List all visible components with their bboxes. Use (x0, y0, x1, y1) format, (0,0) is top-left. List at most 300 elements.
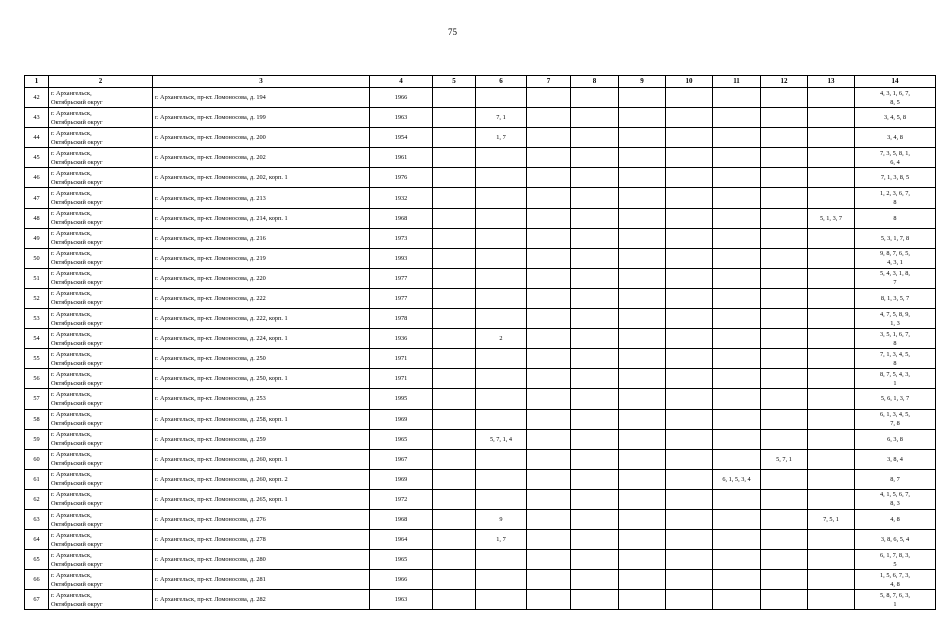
col14-cell (855, 188, 936, 208)
col14-line2: 1 (893, 379, 897, 387)
col14-line1: 6, 1, 3, 4, 5, (880, 411, 910, 419)
col9-cell (619, 148, 666, 168)
col14-line1: 5, 3, 1, 7, 8 (880, 234, 910, 242)
address-cell: г. Архангельск, пр-кт. Ломоносова, д. 202 (153, 148, 370, 168)
col7-cell (527, 88, 571, 108)
col7-cell (527, 530, 571, 550)
table-row (25, 590, 936, 610)
col5-cell (433, 228, 476, 248)
col12-cell (761, 389, 808, 409)
col6-cell (476, 590, 527, 610)
year-cell: 1968 (370, 509, 433, 529)
col11-cell (713, 429, 761, 449)
row-number: 48 (25, 208, 49, 228)
year-cell: 1973 (370, 228, 433, 248)
table-row (25, 148, 936, 168)
col7-cell (527, 509, 571, 529)
district-okrug: Октябрьский округ (51, 580, 103, 588)
col9-cell (619, 550, 666, 570)
row-number: 54 (25, 329, 49, 349)
table-row (25, 168, 936, 188)
col12-cell (761, 590, 808, 610)
col8-cell (571, 570, 619, 590)
col8-cell (571, 530, 619, 550)
col8-cell (571, 590, 619, 610)
col10-cell (666, 570, 713, 590)
col9-cell (619, 429, 666, 449)
district-city: г. Архангельск, (51, 491, 92, 499)
year-cell: 1969 (370, 409, 433, 429)
column-header-5: 5 (433, 76, 476, 88)
col14-line1: 3, 8, 6, 5, 4 (880, 536, 910, 544)
row-number: 51 (25, 268, 49, 288)
district-cell (49, 429, 153, 449)
district-cell (49, 108, 153, 128)
col11-cell (713, 148, 761, 168)
col6-cell (476, 148, 527, 168)
col5-cell (433, 248, 476, 268)
col14-line2: 8, 3 (890, 500, 900, 508)
col10-cell (666, 550, 713, 570)
year-cell: 1978 (370, 309, 433, 329)
col8-cell (571, 148, 619, 168)
year-cell: 1966 (370, 570, 433, 590)
address-cell: г. Архангельск, пр-кт. Ломоносова, д. 276 (153, 509, 370, 529)
col13-cell (808, 389, 855, 409)
col5-cell (433, 550, 476, 570)
col8-cell (571, 509, 619, 529)
row-number: 45 (25, 148, 49, 168)
district-city: г. Архангельск, (51, 169, 92, 177)
col14-line2: 1 (893, 600, 897, 608)
district-cell (49, 248, 153, 268)
year-cell: 1977 (370, 288, 433, 308)
col9-cell (619, 530, 666, 550)
district-city: г. Архангельск, (51, 551, 92, 559)
col14-line1: 3, 8, 4 (887, 455, 903, 463)
col12-cell (761, 268, 808, 288)
table-row (25, 248, 936, 268)
district-city: г. Архангельск, (51, 571, 92, 579)
district-okrug: Октябрьский округ (51, 420, 103, 428)
district-okrug: Октябрьский округ (51, 500, 103, 508)
district-city: г. Архангельск, (51, 89, 92, 97)
col14-line1: 4, 1, 5, 6, 7, (880, 491, 910, 499)
district-okrug: Октябрьский округ (51, 460, 103, 468)
col14-cell (855, 128, 936, 148)
col14-cell (855, 349, 936, 369)
column-header-10: 10 (666, 76, 713, 88)
district-cell (49, 168, 153, 188)
district-city: г. Архангельск, (51, 149, 92, 157)
district-city: г. Архангельск, (51, 290, 92, 298)
col13-cell (808, 188, 855, 208)
col13-cell (808, 268, 855, 288)
row-number: 58 (25, 409, 49, 429)
col14-line1: 4, 7, 5, 8, 9, (880, 310, 910, 318)
col6-cell (476, 208, 527, 228)
col7-cell (527, 429, 571, 449)
col12-cell (761, 88, 808, 108)
col12-cell (761, 288, 808, 308)
col14-line2: 4, 8 (890, 580, 900, 588)
col14-cell (855, 268, 936, 288)
year-cell: 1965 (370, 550, 433, 570)
col12-cell (761, 248, 808, 268)
district-cell (49, 570, 153, 590)
district-okrug: Октябрьский округ (51, 178, 103, 186)
col9-cell (619, 349, 666, 369)
col5-cell (433, 570, 476, 590)
col14-line1: 9, 8, 7, 6, 5, (880, 250, 910, 258)
col14-cell (855, 248, 936, 268)
column-header-9: 9 (619, 76, 666, 88)
col9-cell (619, 128, 666, 148)
col9-cell (619, 188, 666, 208)
table-row (25, 329, 936, 349)
year-cell: 1972 (370, 489, 433, 509)
district-okrug: Октябрьский округ (51, 299, 103, 307)
district-cell (49, 228, 153, 248)
col12-cell (761, 409, 808, 429)
district-city: г. Архангельск, (51, 250, 92, 258)
district-city: г. Архангельск, (51, 350, 92, 358)
col14-cell (855, 168, 936, 188)
col12-cell: 5, 7, 1 (761, 449, 808, 469)
district-okrug: Октябрьский округ (51, 540, 103, 548)
col14-line1: 7, 1, 3, 4, 5, (880, 350, 910, 358)
row-number: 56 (25, 369, 49, 389)
table-row (25, 550, 936, 570)
district-city: г. Архангельск, (51, 511, 92, 519)
col6-cell (476, 88, 527, 108)
col12-cell (761, 168, 808, 188)
col14-cell (855, 369, 936, 389)
col14-line1: 3, 4, 8 (887, 134, 903, 142)
address-cell: г. Архангельск, пр-кт. Ломоносова, д. 224, корп. 1 (153, 329, 370, 349)
district-okrug: Октябрьский округ (51, 279, 103, 287)
col12-cell (761, 570, 808, 590)
district-cell (49, 409, 153, 429)
col11-cell (713, 590, 761, 610)
col11-cell (713, 108, 761, 128)
col14-line1: 7, 1, 3, 8, 5 (880, 174, 910, 182)
col9-cell (619, 228, 666, 248)
column-header-3: 3 (153, 76, 370, 88)
col10-cell (666, 268, 713, 288)
col13-cell (808, 489, 855, 509)
col8-cell (571, 429, 619, 449)
col9-cell (619, 248, 666, 268)
col8-cell (571, 409, 619, 429)
col11-cell (713, 88, 761, 108)
col7-cell (527, 469, 571, 489)
district-okrug: Октябрьский округ (51, 259, 103, 267)
col9-cell (619, 268, 666, 288)
district-city: г. Архангельск, (51, 190, 92, 198)
district-city: г. Архангельск, (51, 330, 92, 338)
col9-cell (619, 288, 666, 308)
col6-cell (476, 168, 527, 188)
row-number: 50 (25, 248, 49, 268)
col6-cell: 5, 7, 1, 4 (476, 429, 527, 449)
col6-cell (476, 369, 527, 389)
col5-cell (433, 168, 476, 188)
district-okrug: Октябрьский округ (51, 399, 103, 407)
col14-cell (855, 509, 936, 529)
row-number: 67 (25, 590, 49, 610)
col10-cell (666, 590, 713, 610)
district-okrug: Октябрьский округ (51, 98, 103, 106)
address-cell: г. Архангельск, пр-кт. Ломоносова, д. 222, корп. 1 (153, 309, 370, 329)
col13-cell (808, 530, 855, 550)
address-cell: г. Архангельск, пр-кт. Ломоносова, д. 214, корп. 1 (153, 208, 370, 228)
year-cell: 1995 (370, 389, 433, 409)
col10-cell (666, 389, 713, 409)
district-cell (49, 268, 153, 288)
district-city: г. Архангельск, (51, 411, 92, 419)
col14-cell (855, 489, 936, 509)
col10-cell (666, 208, 713, 228)
col14-cell (855, 409, 936, 429)
year-cell: 1932 (370, 188, 433, 208)
col11-cell (713, 570, 761, 590)
col5-cell (433, 369, 476, 389)
district-cell (49, 208, 153, 228)
district-city: г. Архангельск, (51, 129, 92, 137)
row-number: 49 (25, 228, 49, 248)
district-city: г. Архангельск, (51, 451, 92, 459)
col8-cell (571, 228, 619, 248)
col7-cell (527, 369, 571, 389)
col5-cell (433, 429, 476, 449)
col11-cell (713, 550, 761, 570)
col8-cell (571, 489, 619, 509)
column-header-6: 6 (476, 76, 527, 88)
column-header-13: 13 (808, 76, 855, 88)
col14-cell (855, 329, 936, 349)
col5-cell (433, 590, 476, 610)
col14-cell (855, 208, 936, 228)
col5-cell (433, 530, 476, 550)
row-number: 61 (25, 469, 49, 489)
district-cell (49, 489, 153, 509)
col5-cell (433, 389, 476, 409)
district-cell (49, 128, 153, 148)
col7-cell (527, 489, 571, 509)
col11-cell (713, 248, 761, 268)
col13-cell (808, 88, 855, 108)
address-cell: г. Архангельск, пр-кт. Ломоносова, д. 202, корп. 1 (153, 168, 370, 188)
col12-cell (761, 509, 808, 529)
col9-cell (619, 449, 666, 469)
col14-line2: 4, 3, 1 (887, 259, 903, 267)
col5-cell (433, 329, 476, 349)
col13-cell (808, 248, 855, 268)
row-number: 53 (25, 309, 49, 329)
col5-cell (433, 509, 476, 529)
col6-cell: 1, 7 (476, 128, 527, 148)
col9-cell (619, 469, 666, 489)
district-okrug: Октябрьский округ (51, 239, 103, 247)
year-cell: 1963 (370, 108, 433, 128)
col14-cell (855, 530, 936, 550)
table-row (25, 349, 936, 369)
address-cell: г. Архангельск, пр-кт. Ломоносова, д. 216 (153, 228, 370, 248)
col8-cell (571, 349, 619, 369)
col13-cell (808, 570, 855, 590)
district-okrug: Октябрьский округ (51, 359, 103, 367)
col14-line1: 3, 4, 5, 8 (883, 114, 907, 122)
col14-line1: 8 (893, 214, 897, 222)
column-header-14: 14 (855, 76, 936, 88)
col11-cell (713, 409, 761, 429)
row-number: 55 (25, 349, 49, 369)
year-cell: 1954 (370, 128, 433, 148)
col6-cell (476, 288, 527, 308)
col7-cell (527, 590, 571, 610)
row-number: 47 (25, 188, 49, 208)
district-okrug: Октябрьский округ (51, 319, 103, 327)
col5-cell (433, 188, 476, 208)
col14-line1: 1, 2, 3, 6, 7, (880, 190, 910, 198)
address-cell: г. Архангельск, пр-кт. Ломоносова, д. 259 (153, 429, 370, 449)
table-row (25, 449, 936, 469)
housing-register-table (24, 75, 936, 610)
table-row (25, 268, 936, 288)
col14-line1: 8, 7 (890, 475, 900, 483)
col14-cell (855, 148, 936, 168)
col6-cell (476, 449, 527, 469)
col12-cell (761, 108, 808, 128)
address-cell: г. Архангельск, пр-кт. Ломоносова, д. 282 (153, 590, 370, 610)
table-row (25, 489, 936, 509)
table-row (25, 469, 936, 489)
col13-cell (808, 309, 855, 329)
col7-cell (527, 349, 571, 369)
address-cell: г. Архангельск, пр-кт. Ломоносова, д. 250, корп. 1 (153, 369, 370, 389)
col6-cell (476, 268, 527, 288)
table-row (25, 389, 936, 409)
row-number: 60 (25, 449, 49, 469)
col5-cell (433, 309, 476, 329)
col14-line2: 8, 5 (890, 98, 900, 106)
year-cell: 1965 (370, 429, 433, 449)
year-cell: 1971 (370, 369, 433, 389)
column-header-12: 12 (761, 76, 808, 88)
col10-cell (666, 530, 713, 550)
col9-cell (619, 409, 666, 429)
district-city: г. Архангельск, (51, 471, 92, 479)
col14-line1: 5, 6, 1, 3, 7 (880, 395, 910, 403)
col8-cell (571, 288, 619, 308)
year-cell: 1964 (370, 530, 433, 550)
col11-cell (713, 288, 761, 308)
address-cell: г. Архангельск, пр-кт. Ломоносова, д. 222 (153, 288, 370, 308)
year-cell: 1967 (370, 449, 433, 469)
col7-cell (527, 268, 571, 288)
district-cell (49, 389, 153, 409)
col14-line2: 8 (893, 199, 897, 207)
col14-line2: 8 (893, 339, 897, 347)
table-row (25, 288, 936, 308)
table-row (25, 409, 936, 429)
district-okrug: Октябрьский округ (51, 158, 103, 166)
district-cell (49, 469, 153, 489)
district-cell (49, 288, 153, 308)
row-number: 52 (25, 288, 49, 308)
col10-cell (666, 409, 713, 429)
col13-cell: 7, 5, 1 (808, 509, 855, 529)
col12-cell (761, 128, 808, 148)
col14-line1: 8, 7, 5, 4, 3, (880, 370, 910, 378)
page-number: 75 (448, 27, 457, 37)
col5-cell (433, 469, 476, 489)
row-number: 42 (25, 88, 49, 108)
column-header-8: 8 (571, 76, 619, 88)
table-row (25, 128, 936, 148)
row-number: 66 (25, 570, 49, 590)
col8-cell (571, 208, 619, 228)
row-number: 43 (25, 108, 49, 128)
col9-cell (619, 168, 666, 188)
col9-cell (619, 489, 666, 509)
col8-cell (571, 188, 619, 208)
col14-cell (855, 108, 936, 128)
col13-cell (808, 550, 855, 570)
col7-cell (527, 228, 571, 248)
district-okrug: Октябрьский округ (51, 379, 103, 387)
col13-cell (808, 228, 855, 248)
district-city: г. Архангельск, (51, 370, 92, 378)
col12-cell (761, 188, 808, 208)
col14-line2: 7, 8 (890, 420, 900, 428)
address-cell: г. Архангельск, пр-кт. Ломоносова, д. 219 (153, 248, 370, 268)
table-row (25, 429, 936, 449)
year-cell: 1993 (370, 248, 433, 268)
district-city: г. Архангельск, (51, 310, 92, 318)
col11-cell (713, 369, 761, 389)
col14-cell (855, 570, 936, 590)
col14-line2: 1, 3 (890, 319, 900, 327)
district-okrug: Октябрьский округ (51, 138, 103, 146)
col13-cell (808, 429, 855, 449)
district-city: г. Архангельск, (51, 390, 92, 398)
column-header-1: 1 (25, 76, 49, 88)
col11-cell (713, 509, 761, 529)
col7-cell (527, 409, 571, 429)
col10-cell (666, 188, 713, 208)
district-city: г. Архангельск, (51, 270, 92, 278)
district-cell (49, 148, 153, 168)
year-cell: 1968 (370, 208, 433, 228)
address-cell: г. Архангельск, пр-кт. Ломоносова, д. 280 (153, 550, 370, 570)
district-cell (49, 369, 153, 389)
col10-cell (666, 429, 713, 449)
col14-cell (855, 88, 936, 108)
district-cell (49, 329, 153, 349)
column-header-11: 11 (713, 76, 761, 88)
header-row (25, 76, 936, 88)
col11-cell (713, 268, 761, 288)
col11-cell (713, 329, 761, 349)
col9-cell (619, 509, 666, 529)
col14-line1: 6, 3, 8 (887, 435, 903, 443)
col7-cell (527, 108, 571, 128)
col10-cell (666, 349, 713, 369)
col12-cell (761, 329, 808, 349)
table-row (25, 570, 936, 590)
